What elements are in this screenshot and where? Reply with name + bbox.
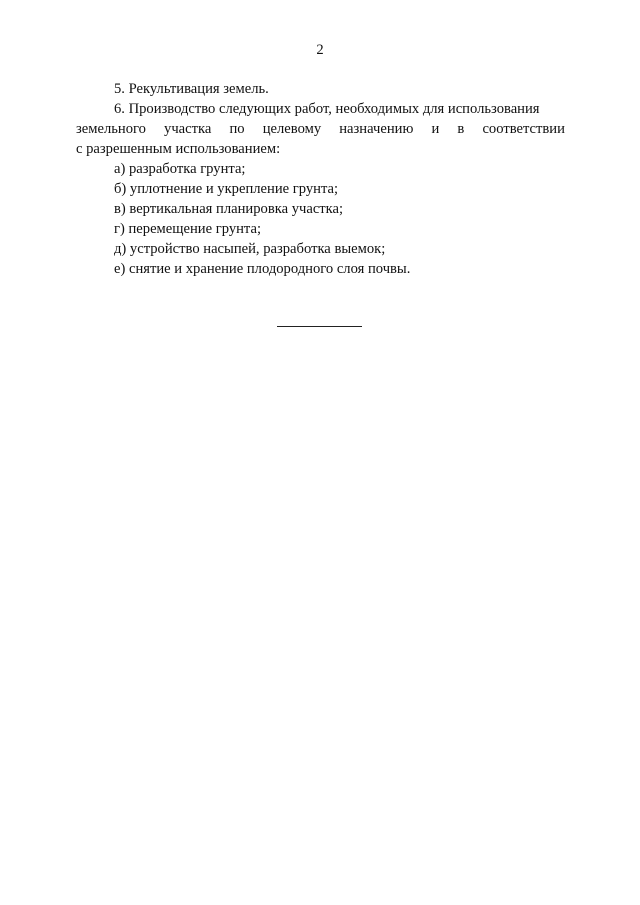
document-body bbox=[76, 79, 565, 279]
paragraph-item-6-line-3: с разрешенным использованием: bbox=[76, 141, 281, 157]
page-number: 2 bbox=[316, 42, 324, 58]
word: целевому bbox=[262, 121, 322, 137]
list-item-e: е) снятие и хранение плодородного слоя почвы. bbox=[114, 261, 411, 277]
paragraph-item-6-line-1: 6. Производство следующих работ, необходимых для использования bbox=[114, 101, 540, 117]
list-item-b: б) уплотнение и укрепление грунта; bbox=[114, 181, 339, 197]
word: по bbox=[229, 121, 245, 137]
list-item-d: д) устройство насыпей, разработка выемок; bbox=[114, 241, 386, 257]
end-separator-line bbox=[277, 326, 362, 327]
word: земельного bbox=[76, 121, 146, 137]
list-item-v: в) вертикальная планировка участка; bbox=[114, 201, 344, 217]
paragraph-item-6-line-2 bbox=[76, 119, 565, 139]
list-item-g: г) перемещение грунта; bbox=[114, 221, 262, 237]
word: в bbox=[457, 121, 465, 137]
word: назначению bbox=[339, 121, 414, 137]
word: и bbox=[431, 121, 440, 137]
word: соответствии bbox=[482, 121, 565, 137]
word: участка bbox=[164, 121, 212, 137]
paragraph-item-5: 5. Рекультивация земель. bbox=[114, 81, 269, 97]
list-item-a: а) разработка грунта; bbox=[114, 161, 246, 177]
